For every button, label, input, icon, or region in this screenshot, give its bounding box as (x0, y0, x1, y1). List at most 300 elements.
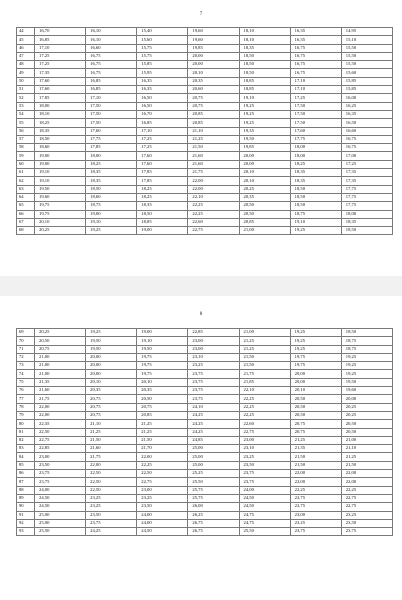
value-cell: 22,25 (137, 461, 188, 469)
value-cell: 19,25 (86, 227, 137, 235)
table-row (17, 494, 393, 502)
value-cell: 16,50 (341, 119, 392, 127)
value-cell: 19,50 (239, 135, 290, 143)
value-cell: 18,10 (239, 36, 290, 44)
table-row (17, 428, 393, 436)
value-cell: 22,50 (86, 470, 137, 478)
value-cell: 21,60 (86, 445, 137, 453)
table-row (17, 411, 393, 419)
value-cell: 16,75 (341, 135, 392, 143)
value-cell: 18,10 (35, 110, 86, 118)
row-index-cell: 46 (17, 44, 35, 52)
value-cell: 20,00 (86, 370, 137, 378)
row-index-cell: 59 (17, 152, 35, 160)
value-cell: 16,50 (137, 102, 188, 110)
value-cell: 20,50 (35, 337, 86, 345)
value-cell: 24,75 (239, 519, 290, 527)
value-cell: 22,75 (239, 428, 290, 436)
value-cell: 18,25 (86, 160, 137, 168)
page-number: 8 (199, 312, 203, 317)
value-cell: 19,25 (239, 110, 290, 118)
value-cell: 15,60 (341, 69, 392, 77)
table-row (17, 110, 393, 118)
row-index-cell: 51 (17, 86, 35, 94)
value-cell: 19,60 (188, 36, 239, 44)
table-row (17, 227, 393, 235)
value-cell: 16,75 (341, 144, 392, 152)
table-row (17, 119, 393, 127)
table-row (17, 503, 393, 511)
value-cell: 20,10 (137, 378, 188, 386)
value-cell: 21,50 (239, 353, 290, 361)
table-row (17, 52, 393, 60)
value-cell: 21,50 (137, 436, 188, 444)
value-cell: 21,50 (290, 461, 341, 469)
value-cell: 21,25 (239, 337, 290, 345)
value-cell: 17,50 (290, 119, 341, 127)
value-cell: 19,25 (290, 345, 341, 353)
value-cell: 23,50 (35, 461, 86, 469)
row-index-cell: 85 (17, 461, 35, 469)
table-row (17, 453, 393, 461)
row-index-cell: 50 (17, 77, 35, 85)
value-cell: 24,50 (239, 503, 290, 511)
value-cell: 19,25 (86, 329, 137, 337)
row-index-cell: 77 (17, 395, 35, 403)
value-cell: 21,50 (86, 436, 137, 444)
value-cell: 20,50 (341, 428, 392, 436)
row-index-cell: 83 (17, 445, 35, 453)
value-cell: 17,85 (137, 169, 188, 177)
value-cell: 21,00 (35, 353, 86, 361)
value-cell: 22,25 (239, 411, 290, 419)
value-cell: 17,75 (86, 135, 137, 143)
value-cell: 23,75 (35, 478, 86, 486)
value-cell: 17,60 (137, 152, 188, 160)
value-cell: 20,35 (188, 77, 239, 85)
value-cell: 23,00 (35, 453, 86, 461)
value-cell: 22,00 (341, 470, 392, 478)
value-cell: 17,50 (290, 110, 341, 118)
value-cell: 22,25 (188, 202, 239, 210)
value-cell: 23,00 (188, 345, 239, 353)
value-cell: 21,25 (137, 420, 188, 428)
table-row (17, 378, 393, 386)
value-cell: 22,00 (188, 177, 239, 185)
table-row (17, 69, 393, 77)
value-cell: 21,50 (188, 144, 239, 152)
value-cell: 19,10 (290, 218, 341, 226)
row-index-cell: 45 (17, 36, 35, 44)
value-cell: 18,10 (239, 28, 290, 36)
row-index-cell: 53 (17, 102, 35, 110)
value-cell: 23,10 (188, 353, 239, 361)
value-cell: 18,50 (290, 185, 341, 193)
value-cell: 17,60 (137, 160, 188, 168)
value-cell: 23,75 (239, 470, 290, 478)
value-cell: 19,25 (239, 102, 290, 110)
row-index-cell: 62 (17, 177, 35, 185)
table-row (17, 528, 393, 536)
row-index-cell: 68 (17, 227, 35, 235)
value-cell: 22,85 (35, 445, 86, 453)
value-cell: 19,60 (35, 193, 86, 201)
value-cell: 20,85 (188, 110, 239, 118)
value-cell: 19,10 (86, 218, 137, 226)
table-row (17, 36, 393, 44)
value-cell: 15,75 (137, 52, 188, 60)
value-cell: 16,75 (290, 52, 341, 60)
value-cell: 20,50 (137, 395, 188, 403)
value-cell: 18,50 (86, 185, 137, 193)
document-page-7 (0, 0, 402, 276)
value-cell: 18,35 (290, 169, 341, 177)
value-cell: 22,50 (86, 486, 137, 494)
value-cell: 19,60 (341, 387, 392, 395)
value-cell: 24,00 (35, 486, 86, 494)
table-row (17, 519, 393, 527)
row-index-cell: 79 (17, 411, 35, 419)
row-index-cell: 90 (17, 503, 35, 511)
value-cell: 20,25 (35, 329, 86, 337)
value-cell: 16,25 (341, 102, 392, 110)
table-row (17, 44, 393, 52)
value-cell: 17,25 (137, 135, 188, 143)
row-index-cell: 52 (17, 94, 35, 102)
value-cell: 21,10 (188, 127, 239, 135)
value-cell: 20,75 (35, 345, 86, 353)
table-row (17, 511, 393, 519)
value-cell: 19,00 (35, 152, 86, 160)
value-cell: 22,50 (86, 478, 137, 486)
value-cell: 22,75 (341, 494, 392, 502)
table-row (17, 61, 393, 69)
value-cell: 17,10 (35, 44, 86, 52)
value-cell: 20,00 (239, 160, 290, 168)
value-cell: 19,85 (188, 44, 239, 52)
value-cell: 22,25 (239, 403, 290, 411)
value-cell: 22,75 (341, 503, 392, 511)
value-cell: 20,75 (188, 94, 239, 102)
table-row (17, 144, 393, 152)
value-cell: 19,60 (188, 28, 239, 36)
value-cell: 19,50 (86, 345, 137, 353)
value-cell: 22,75 (137, 478, 188, 486)
value-cell: 18,60 (86, 193, 137, 201)
value-cell: 19,75 (290, 353, 341, 361)
value-cell: 18,60 (35, 144, 86, 152)
table-row (17, 152, 393, 160)
value-cell: 21,25 (341, 453, 392, 461)
row-index-cell: 89 (17, 494, 35, 502)
value-cell: 16,70 (137, 110, 188, 118)
value-cell: 22,75 (35, 436, 86, 444)
value-cell: 20,00 (341, 395, 392, 403)
row-index-cell: 65 (17, 202, 35, 210)
value-cell: 16,75 (86, 61, 137, 69)
value-cell: 18,25 (290, 160, 341, 168)
value-cell: 23,50 (137, 503, 188, 511)
value-cell: 21,60 (188, 152, 239, 160)
value-cell: 17,85 (137, 177, 188, 185)
value-cell: 23,75 (188, 370, 239, 378)
value-cell: 24,50 (239, 494, 290, 502)
table-row (17, 395, 393, 403)
value-cell: 24,25 (86, 528, 137, 536)
row-index-cell: 88 (17, 486, 35, 494)
value-cell: 18,85 (239, 86, 290, 94)
value-cell: 16,35 (290, 36, 341, 44)
value-cell: 15,50 (341, 44, 392, 52)
value-cell: 24,25 (188, 420, 239, 428)
value-cell: 25,00 (188, 461, 239, 469)
value-cell: 19,00 (35, 160, 86, 168)
value-cell: 21,25 (290, 436, 341, 444)
value-cell: 17,35 (341, 169, 392, 177)
value-cell: 15,60 (137, 36, 188, 44)
value-cell: 15,85 (341, 86, 392, 94)
value-cell: 18,25 (137, 185, 188, 193)
row-index-cell: 72 (17, 353, 35, 361)
value-cell: 18,75 (341, 345, 392, 353)
row-index-cell: 70 (17, 337, 35, 345)
value-cell: 18,50 (137, 210, 188, 218)
value-cell: 17,50 (290, 102, 341, 110)
page-number: 7 (199, 12, 203, 17)
value-cell: 21,35 (35, 378, 86, 386)
value-cell: 19,75 (290, 362, 341, 370)
value-cell: 21,00 (341, 436, 392, 444)
document-page-8 (0, 296, 402, 600)
value-cell: 19,00 (86, 210, 137, 218)
row-index-cell: 63 (17, 185, 35, 193)
value-cell: 16,35 (341, 110, 392, 118)
value-cell: 21,50 (290, 453, 341, 461)
value-cell: 19,75 (137, 362, 188, 370)
value-cell: 17,60 (86, 127, 137, 135)
value-cell: 16,10 (86, 36, 137, 44)
value-cell: 21,60 (188, 160, 239, 168)
value-cell: 23,75 (86, 519, 137, 527)
row-index-cell: 84 (17, 453, 35, 461)
value-cell: 17,60 (35, 86, 86, 94)
value-cell: 20,10 (188, 69, 239, 77)
value-cell: 18,50 (239, 52, 290, 60)
value-cell: 18,35 (137, 202, 188, 210)
value-cell: 16,75 (290, 44, 341, 52)
value-cell: 20,00 (86, 353, 137, 361)
value-cell: 16,00 (341, 94, 392, 102)
value-cell: 21,60 (35, 387, 86, 395)
table-row (17, 169, 393, 177)
value-cell: 24,00 (137, 519, 188, 527)
value-cell: 21,00 (35, 370, 86, 378)
row-index-cell: 55 (17, 119, 35, 127)
value-cell: 22,10 (239, 387, 290, 395)
value-cell: 20,00 (188, 61, 239, 69)
value-cell: 18,35 (35, 127, 86, 135)
value-cell: 22,00 (35, 403, 86, 411)
value-cell: 25,50 (239, 528, 290, 536)
value-cell: 24,50 (35, 503, 86, 511)
value-cell: 20,10 (239, 169, 290, 177)
value-cell: 19,75 (137, 353, 188, 361)
value-cell: 21,75 (35, 395, 86, 403)
value-cell: 15,50 (341, 52, 392, 60)
value-cell: 25,75 (188, 494, 239, 502)
value-cell: 21,50 (341, 461, 392, 469)
value-cell: 21,10 (341, 445, 392, 453)
value-cell: 23,75 (188, 378, 239, 386)
value-cell: 16,75 (86, 69, 137, 77)
value-cell: 17,10 (86, 94, 137, 102)
value-cell: 20,25 (35, 227, 86, 235)
value-cell: 19,25 (239, 119, 290, 127)
value-cell: 22,00 (341, 478, 392, 486)
value-cell: 19,35 (239, 127, 290, 135)
value-cell: 25,25 (188, 470, 239, 478)
value-cell: 21,25 (239, 345, 290, 353)
value-cell: 22,50 (137, 470, 188, 478)
row-index-cell: 69 (17, 329, 35, 337)
value-cell: 17,50 (86, 102, 137, 110)
value-cell: 23,50 (341, 519, 392, 527)
value-cell: 21,75 (239, 370, 290, 378)
table-row (17, 202, 393, 210)
value-cell: 18,35 (341, 218, 392, 226)
data-table (16, 27, 393, 235)
table-row (17, 420, 393, 428)
row-index-cell: 76 (17, 387, 35, 395)
value-cell: 23,25 (86, 494, 137, 502)
value-cell: 14,95 (341, 28, 392, 36)
table-row (17, 329, 393, 337)
table-row (17, 210, 393, 218)
value-cell: 24,25 (188, 428, 239, 436)
value-cell: 20,10 (290, 387, 341, 395)
value-cell: 15,85 (137, 61, 188, 69)
value-cell: 18,50 (290, 202, 341, 210)
row-index-cell: 56 (17, 127, 35, 135)
value-cell: 24,50 (137, 528, 188, 536)
table-row (17, 362, 393, 370)
value-cell: 22,00 (290, 478, 341, 486)
value-cell: 17,50 (86, 119, 137, 127)
value-cell: 20,75 (290, 420, 341, 428)
value-cell: 21,50 (239, 362, 290, 370)
table-row (17, 486, 393, 494)
table-row (17, 28, 393, 36)
value-cell: 19,10 (35, 169, 86, 177)
value-cell: 15,10 (341, 36, 392, 44)
value-cell: 19,00 (137, 227, 188, 235)
value-cell: 17,85 (86, 144, 137, 152)
value-cell: 23,25 (86, 503, 137, 511)
value-cell: 18,50 (239, 61, 290, 69)
value-cell: 17,50 (86, 110, 137, 118)
row-index-cell: 86 (17, 470, 35, 478)
value-cell: 26,75 (188, 528, 239, 536)
value-cell: 18,50 (290, 193, 341, 201)
value-cell: 19,75 (137, 370, 188, 378)
value-cell: 17,10 (137, 127, 188, 135)
value-cell: 23,00 (137, 486, 188, 494)
value-cell: 17,75 (341, 185, 392, 193)
table-row (17, 127, 393, 135)
table-row (17, 370, 393, 378)
value-cell: 21,75 (86, 453, 137, 461)
value-cell: 16,85 (137, 119, 188, 127)
value-cell: 25,00 (35, 519, 86, 527)
value-cell: 20,35 (86, 387, 137, 395)
value-cell: 21,00 (239, 227, 290, 235)
row-index-cell: 57 (17, 135, 35, 143)
value-cell: 16,85 (86, 77, 137, 85)
value-cell: 21,35 (290, 445, 341, 453)
row-index-cell: 78 (17, 403, 35, 411)
value-cell: 21,25 (188, 135, 239, 143)
value-cell: 15,85 (341, 77, 392, 85)
value-cell: 18,75 (341, 337, 392, 345)
row-index-cell: 58 (17, 144, 35, 152)
value-cell: 20,35 (137, 387, 188, 395)
value-cell: 16,75 (290, 69, 341, 77)
value-cell: 16,85 (35, 36, 86, 44)
row-index-cell: 73 (17, 362, 35, 370)
value-cell: 19,00 (137, 329, 188, 337)
value-cell: 20,50 (290, 411, 341, 419)
value-cell: 17,75 (290, 135, 341, 143)
value-cell: 20,50 (341, 420, 392, 428)
value-cell: 22,00 (137, 453, 188, 461)
value-cell: 19,50 (341, 378, 392, 386)
row-index-cell: 48 (17, 61, 35, 69)
row-index-cell: 91 (17, 511, 35, 519)
row-index-cell: 49 (17, 69, 35, 77)
value-cell: 17,25 (290, 94, 341, 102)
value-cell: 16,75 (290, 61, 341, 69)
value-cell: 23,75 (290, 528, 341, 536)
value-cell: 23,75 (341, 528, 392, 536)
data-table (16, 328, 393, 536)
value-cell: 20,00 (290, 378, 341, 386)
value-cell: 18,50 (341, 227, 392, 235)
row-index-cell: 61 (17, 169, 35, 177)
value-cell: 21,75 (188, 169, 239, 177)
value-cell: 16,50 (137, 94, 188, 102)
value-cell: 20,85 (137, 411, 188, 419)
value-cell: 20,85 (239, 218, 290, 226)
table-row (17, 353, 393, 361)
value-cell: 20,85 (188, 119, 239, 127)
value-cell: 19,50 (86, 337, 137, 345)
value-cell: 23,10 (239, 445, 290, 453)
value-cell: 25,00 (188, 453, 239, 461)
value-cell: 22,75 (290, 494, 341, 502)
value-cell: 23,50 (239, 461, 290, 469)
value-cell: 23,25 (239, 453, 290, 461)
value-cell: 19,10 (239, 94, 290, 102)
value-cell: 23,25 (188, 362, 239, 370)
value-cell: 21,85 (239, 378, 290, 386)
value-cell: 18,00 (290, 152, 341, 160)
value-cell: 18,35 (86, 169, 137, 177)
value-cell: 17,10 (290, 86, 341, 94)
row-index-cell: 44 (17, 28, 35, 36)
value-cell: 26,25 (188, 511, 239, 519)
value-cell: 20,50 (290, 395, 341, 403)
value-cell: 18,50 (35, 135, 86, 143)
